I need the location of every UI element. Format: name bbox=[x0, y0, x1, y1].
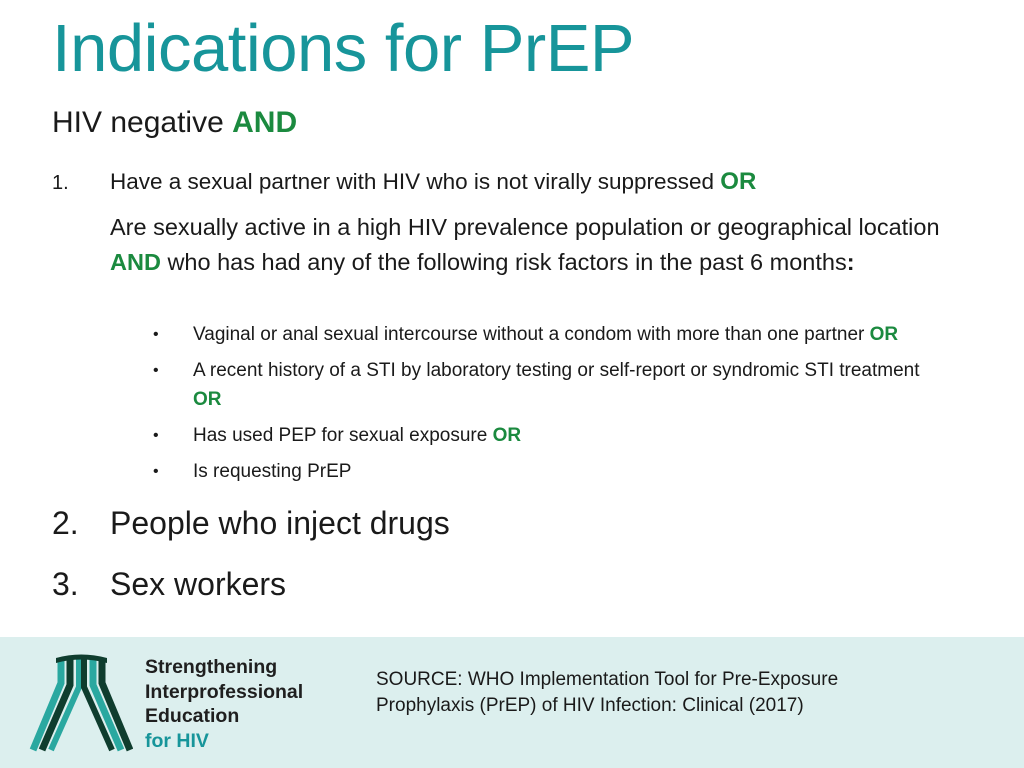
item-3-text: Sex workers bbox=[110, 566, 287, 602]
item-number-3: 3. bbox=[52, 566, 79, 602]
item-1-label: Have a sexual partner with HIV who is not virally suppressed bbox=[110, 169, 721, 194]
slide-subtitle bbox=[52, 106, 297, 140]
bullet-symbol: • bbox=[153, 326, 159, 343]
org-line-2: Interprofessional bbox=[145, 680, 304, 703]
organization-name bbox=[145, 655, 303, 753]
source-citation: SOURCE: WHO Implementation Tool for Pre-Exposure Prophylaxis (PrEP) of HIV Infection: Clinical (2017) bbox=[376, 669, 839, 716]
bullet-symbol: • bbox=[153, 362, 159, 379]
bullet-symbol: • bbox=[153, 463, 159, 480]
bullet-item bbox=[193, 457, 1013, 486]
bullet-emphasis: OR bbox=[869, 324, 899, 345]
paragraph-emphasis: AND bbox=[110, 249, 161, 275]
org-line-1: Strengthening bbox=[145, 656, 278, 678]
item-number-1: 1. bbox=[52, 172, 69, 194]
bullet-item bbox=[193, 356, 933, 414]
subtitle-text: HIV negative bbox=[52, 106, 233, 139]
bullet-emphasis: OR bbox=[492, 425, 522, 446]
item-1-emphasis: OR bbox=[720, 168, 757, 195]
bullet-symbol: • bbox=[153, 427, 159, 444]
bullet-text: Vaginal or anal sexual intercourse without a condom with more than one partner bbox=[193, 324, 870, 345]
org-line-4: for HIV bbox=[145, 729, 209, 752]
item-2-text: People who inject drugs bbox=[110, 505, 450, 541]
paragraph-colon: : bbox=[846, 249, 855, 275]
org-line-3: Education bbox=[145, 705, 240, 727]
bullet-emphasis: OR bbox=[193, 389, 222, 410]
slide-title: Indications for PrEP bbox=[52, 11, 635, 86]
bullet-item bbox=[193, 421, 1013, 450]
bullet-text: A recent history of a STI by laboratory testing or self-report or syndromic STI treatment bbox=[193, 360, 920, 381]
awareness-ribbon-logo-icon bbox=[28, 653, 133, 753]
subtitle-emphasis: AND bbox=[232, 106, 298, 139]
item-1-text bbox=[110, 168, 756, 196]
item-number-2: 2. bbox=[52, 505, 79, 541]
item-1-paragraph bbox=[110, 210, 960, 280]
bullet-text: Is requesting PrEP bbox=[193, 461, 352, 482]
bullet-text: Has used PEP for sexual exposure bbox=[193, 425, 493, 446]
paragraph-part-1: Are sexually active in a high HIV prevalence population or geographical location bbox=[110, 214, 940, 240]
bullet-item bbox=[193, 320, 1013, 349]
paragraph-part-2: who has had any of the following risk factors in the past 6 months bbox=[160, 249, 847, 275]
